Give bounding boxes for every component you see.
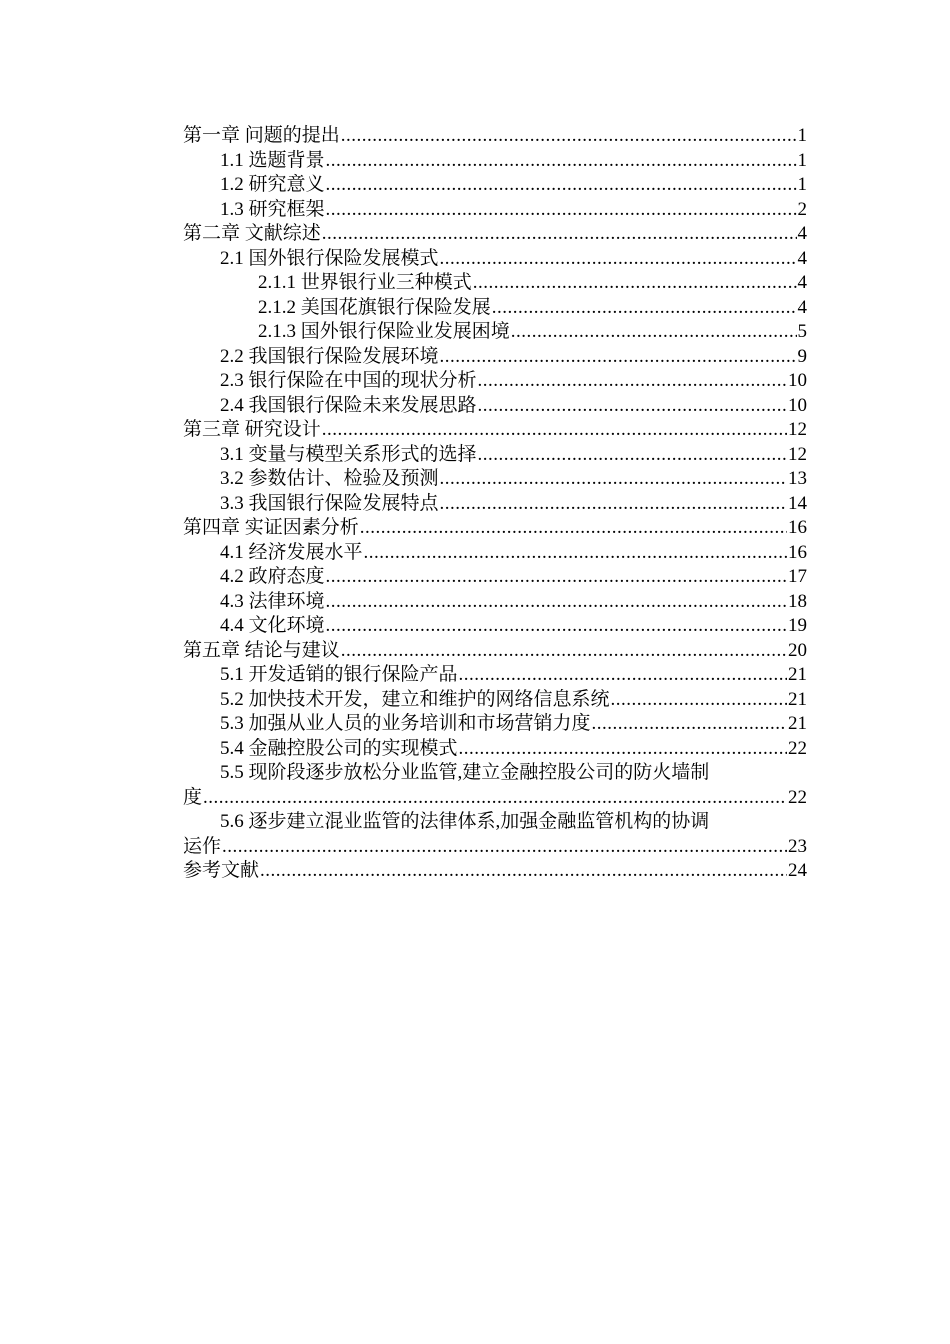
toc-entry-1-2[interactable] xyxy=(183,173,807,198)
toc-entry-title: 3.2 参数估计、检验及预测 xyxy=(220,468,439,489)
toc-entry-title: 4.2 政府态度 xyxy=(220,566,325,587)
toc-entry-chapter-4[interactable] xyxy=(183,516,807,541)
toc-page-number: 2 xyxy=(797,198,807,220)
dot-leader xyxy=(473,271,797,296)
toc-entry-2-1-3[interactable] xyxy=(183,320,807,345)
toc-entry-references[interactable] xyxy=(183,859,807,884)
toc-page-number: 4 xyxy=(797,272,807,293)
toc-page-number: 16 xyxy=(788,541,807,563)
dot-leader xyxy=(322,418,787,443)
toc-entry-3-1[interactable] xyxy=(183,443,807,468)
toc-entry-1-3[interactable] xyxy=(183,198,807,223)
toc-entry-2-3[interactable] xyxy=(183,369,807,394)
toc-entry-title: 4.3 法律环境 xyxy=(220,590,325,612)
toc-entry-4-4[interactable] xyxy=(183,614,807,639)
toc-page-number: 20 xyxy=(788,639,807,661)
dot-leader xyxy=(611,688,787,713)
toc-entry-title: 2.1.2 美国花旗银行保险发展 xyxy=(258,296,491,318)
dot-leader xyxy=(260,859,787,884)
toc-entry-5-2[interactable] xyxy=(183,688,807,713)
toc-entry-chapter-3[interactable] xyxy=(183,418,807,443)
dot-leader xyxy=(478,394,787,419)
toc-page-number: 18 xyxy=(788,590,807,612)
toc-entry-5-4[interactable] xyxy=(183,737,807,762)
toc-entry-title: 1.3 研究框架 xyxy=(220,198,325,220)
toc-entry-1-1[interactable] xyxy=(183,149,807,174)
toc-page-number: 22 xyxy=(788,786,807,808)
dot-leader xyxy=(440,345,797,370)
toc-entry-4-1[interactable] xyxy=(183,541,807,566)
toc-entry-title: 2.1.1 世界银行业三种模式 xyxy=(258,272,472,293)
dot-leader xyxy=(478,443,787,468)
dot-leader xyxy=(440,247,797,272)
toc-entry-chapter-2[interactable] xyxy=(183,222,807,247)
dot-leader xyxy=(440,467,787,492)
toc-entry-3-3[interactable] xyxy=(183,492,807,517)
toc-entry-4-3[interactable] xyxy=(183,590,807,615)
dot-leader xyxy=(360,516,787,541)
dot-leader xyxy=(511,320,797,345)
toc-page-number: 4 xyxy=(797,247,807,269)
toc-entry-title: 5.2 加快技术开发，建立和维护的网络信息系统 xyxy=(220,688,610,710)
toc-entry-title: 度 xyxy=(183,786,203,808)
toc-entry-title: 3.3 我国银行保险发展特点 xyxy=(220,492,439,514)
toc-page-number: 23 xyxy=(788,835,807,857)
toc-page-number: 9 xyxy=(797,345,807,367)
toc-entry-title: 2.1 国外银行保险发展模式 xyxy=(220,247,439,269)
toc-page-number: 21 xyxy=(788,713,807,734)
toc-entry-title: 2.2 我国银行保险发展环境 xyxy=(220,345,439,367)
toc-entry-3-2[interactable] xyxy=(183,467,807,492)
dot-leader xyxy=(341,124,797,149)
toc-page-number: 4 xyxy=(797,223,807,244)
toc-entry-title: 1.1 选题背景 xyxy=(220,149,325,171)
dot-leader xyxy=(592,712,787,737)
toc-page-number: 4 xyxy=(797,296,807,318)
toc-page-number: 14 xyxy=(788,492,807,514)
dot-leader xyxy=(326,173,797,198)
dot-leader xyxy=(478,369,787,394)
toc-page-number: 13 xyxy=(788,468,807,489)
toc-entry-title: 2.3 银行保险在中国的现状分析 xyxy=(220,370,477,391)
toc-entry-title: 第四章 实证因素分析 xyxy=(183,517,359,538)
toc-entry-5-6-line1[interactable]: 5.6 逐步建立混业监管的法律体系,加强金融监管机构的协调 xyxy=(220,811,710,832)
toc-entry-title: 5.1 开发适销的银行保险产品 xyxy=(220,664,458,685)
dot-leader xyxy=(222,835,787,860)
toc-entry-2-2[interactable] xyxy=(183,345,807,370)
toc-entry-title: 第五章 结论与建议 xyxy=(183,639,340,661)
toc-entry-title: 参考文献 xyxy=(183,860,260,881)
dot-leader xyxy=(492,296,797,321)
toc-page-number: 12 xyxy=(788,419,807,440)
toc-entry-5-1[interactable] xyxy=(183,663,807,688)
toc-entry-title: 2.1.3 国外银行保险业发展困境 xyxy=(258,321,510,342)
toc-entry-5-3[interactable] xyxy=(183,712,807,737)
toc-entry-title: 1.2 研究意义 xyxy=(220,174,325,195)
toc-page-number: 19 xyxy=(788,615,807,636)
toc-page-number: 24 xyxy=(788,860,807,881)
dot-leader xyxy=(322,222,797,247)
toc-page-number: 5 xyxy=(797,321,807,342)
toc-entry-2-4[interactable] xyxy=(183,394,807,419)
toc-entry-title: 第一章 问题的提出 xyxy=(183,125,340,146)
toc-page-number: 17 xyxy=(788,566,807,587)
toc-entry-title: 运作 xyxy=(183,835,222,857)
toc-page-number: 16 xyxy=(788,517,807,538)
toc-entry-chapter-1[interactable] xyxy=(183,124,807,149)
dot-leader xyxy=(326,565,787,590)
toc-page-number: 10 xyxy=(788,370,807,391)
toc-entry-4-2[interactable] xyxy=(183,565,807,590)
toc-entry-5-5-line2[interactable] xyxy=(183,786,807,811)
toc-page-number: 1 xyxy=(797,125,807,146)
toc-entry-5-6-line2[interactable] xyxy=(183,835,807,860)
toc-page-number: 21 xyxy=(788,688,807,710)
toc-page-number: 1 xyxy=(797,149,807,171)
dot-leader xyxy=(326,149,797,174)
toc-entry-title: 3.1 变量与模型关系形式的选择 xyxy=(220,443,477,465)
toc-entry-title: 5.3 加强从业人员的业务培训和市场营销力度 xyxy=(220,713,591,734)
dot-leader xyxy=(341,639,787,664)
toc-page-number: 10 xyxy=(788,394,807,416)
toc-page-number: 21 xyxy=(788,664,807,685)
toc-entry-title: 5.4 金融控股公司的实现模式 xyxy=(220,737,458,759)
toc-page-number: 12 xyxy=(788,443,807,465)
toc-entry-2-1[interactable] xyxy=(183,247,807,272)
dot-leader xyxy=(203,786,787,811)
dot-leader xyxy=(459,737,787,762)
dot-leader xyxy=(459,663,787,688)
toc-entry-2-1-1[interactable] xyxy=(183,271,807,296)
dot-leader xyxy=(326,198,797,223)
dot-leader xyxy=(364,541,787,566)
toc-entry-chapter-5[interactable] xyxy=(183,639,807,664)
table-of-contents xyxy=(183,124,807,884)
toc-entry-5-5-line1[interactable]: 5.5 现阶段逐步放松分业监管,建立金融控股公司的防火墙制 xyxy=(220,762,710,783)
dot-leader xyxy=(326,614,787,639)
toc-entry-title: 2.4 我国银行保险未来发展思路 xyxy=(220,394,477,416)
toc-entry-2-1-2[interactable] xyxy=(183,296,807,321)
toc-page-number: 1 xyxy=(797,174,807,195)
toc-entry-title: 第二章 文献综述 xyxy=(183,223,321,244)
toc-page-number: 22 xyxy=(788,737,807,759)
toc-entry-title: 4.1 经济发展水平 xyxy=(220,541,363,563)
dot-leader xyxy=(326,590,787,615)
toc-entry-title: 4.4 文化环境 xyxy=(220,615,325,636)
dot-leader xyxy=(440,492,787,517)
toc-entry-title: 第三章 研究设计 xyxy=(183,419,321,440)
